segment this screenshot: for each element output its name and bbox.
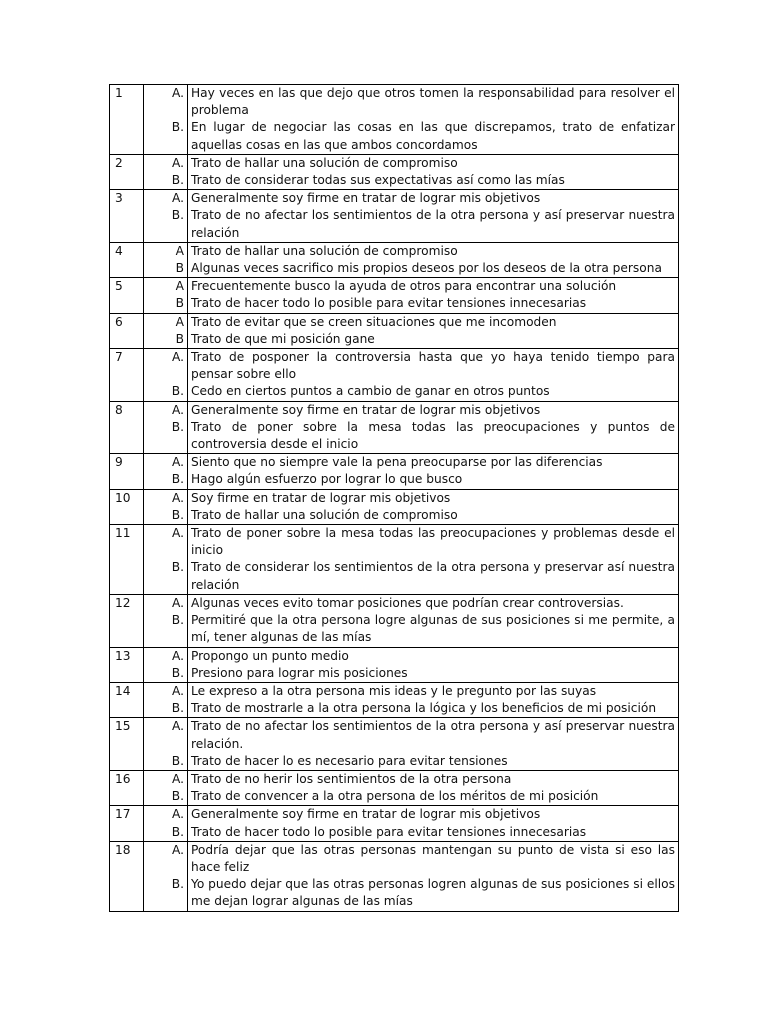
option-texts — [188, 647, 679, 682]
option-text: Le expreso a la otra persona mis ideas y le pregunto por las suyas — [191, 683, 597, 698]
option-text: Siento que no siempre vale la pena preocuparse por las diferencias — [191, 455, 603, 470]
option-text: Propongo un punto medio — [191, 648, 349, 663]
option-letter: B. — [171, 876, 184, 891]
question-number: 14 — [110, 682, 144, 717]
question-row — [110, 525, 679, 595]
option-text: Trato de hacer lo es necesario para evitar tensiones — [191, 753, 508, 768]
question-number: 9 — [110, 454, 144, 489]
option-letters — [144, 154, 188, 189]
option-letters — [144, 85, 188, 155]
option-letters — [144, 278, 188, 313]
option-letter: A. — [172, 595, 184, 610]
option-letter: B — [175, 261, 184, 276]
option-text: Trato de hacer todo lo posible para evitar tensiones innecesarias — [191, 296, 587, 311]
option-letter: A — [175, 243, 184, 258]
option-text: Trato de evitar que se creen situaciones que me incomoden — [191, 314, 557, 329]
option-texts — [188, 718, 679, 771]
option-text: Trato de considerar los sentimientos de la otra persona y preservar así nuestra relación — [191, 560, 675, 592]
question-row — [110, 682, 679, 717]
option-letter: A. — [172, 455, 184, 470]
option-text: Algunas veces evito tomar posiciones que podrían crear controversias. — [191, 595, 624, 610]
option-text: Trato de poner sobre la mesa todas las preocupaciones y puntos de controversia desde el inicio — [191, 419, 675, 452]
question-number: 6 — [110, 313, 144, 348]
question-number: 1 — [110, 85, 144, 155]
option-letters — [144, 454, 188, 489]
question-row — [110, 718, 679, 771]
question-number: 18 — [110, 841, 144, 911]
option-texts — [188, 454, 679, 489]
option-text: Trato de hallar una solución de compromiso — [191, 155, 458, 170]
option-letter: A. — [172, 86, 184, 100]
option-text: Generalmente soy firme en tratar de lograr mis objetivos — [191, 191, 541, 206]
option-text: En lugar de negociar las cosas en las que discrepamos, trato de enfatizar aquellas cosas en las que ambos concordamos — [191, 120, 675, 152]
option-letter: B. — [171, 472, 184, 487]
question-row — [110, 190, 679, 243]
option-letter: B — [175, 296, 184, 311]
option-letter: A. — [172, 191, 184, 206]
question-row — [110, 489, 679, 524]
question-row — [110, 154, 679, 189]
option-letter: B. — [171, 560, 184, 575]
question-row — [110, 242, 679, 277]
option-letter: A. — [172, 683, 184, 698]
option-text: Generalmente soy firme en tratar de lograr mis objetivos — [191, 807, 541, 822]
question-number: 5 — [110, 278, 144, 313]
option-letter: B. — [171, 701, 184, 716]
option-letters — [144, 718, 188, 771]
option-letter: A. — [172, 842, 184, 857]
option-letter: B. — [171, 665, 184, 680]
option-letters — [144, 525, 188, 595]
option-text: Hay veces en las que dejo que otros tomen la responsabilidad para resolver el problema — [191, 86, 675, 118]
question-number: 7 — [110, 349, 144, 402]
option-texts — [188, 682, 679, 717]
option-letters — [144, 401, 188, 454]
option-text: Trato de posponer la controversia hasta que yo haya tenido tiempo para pensar sobre ello — [191, 350, 675, 382]
option-letter: A — [175, 279, 184, 294]
question-number: 2 — [110, 154, 144, 189]
option-letter: A. — [172, 155, 184, 170]
option-letters — [144, 313, 188, 348]
question-row — [110, 770, 679, 805]
option-text: Hago algún esfuerzo por lograr lo que busco — [191, 472, 463, 487]
option-text: Cedo en ciertos puntos a cambio de ganar en otros puntos — [191, 384, 550, 399]
option-texts — [188, 154, 679, 189]
option-text: Algunas veces sacrifico mis propios deseos por los deseos de la otra persona — [191, 261, 662, 276]
option-letters — [144, 770, 188, 805]
question-number: 12 — [110, 594, 144, 647]
option-letter: A. — [172, 648, 184, 663]
option-letter: A. — [172, 490, 184, 505]
option-letters — [144, 682, 188, 717]
option-text: Trato de hallar una solución de compromiso — [191, 243, 458, 258]
question-number: 15 — [110, 718, 144, 771]
option-text: Generalmente soy firme en tratar de lograr mis objetivos — [191, 402, 541, 417]
option-letter: B. — [171, 824, 184, 839]
option-texts — [188, 401, 679, 454]
option-text: Trato de que mi posición gane — [191, 331, 375, 346]
option-letter: A. — [172, 350, 184, 365]
option-letter: B. — [171, 613, 184, 628]
option-texts — [188, 313, 679, 348]
question-number: 10 — [110, 489, 144, 524]
question-row — [110, 806, 679, 841]
option-text: Trato de no afectar los sentimientos de la otra persona y así preservar nuestra relación. — [191, 719, 675, 751]
question-number: 16 — [110, 770, 144, 805]
option-text: Trato de poner sobre la mesa todas las preocupaciones y problemas desde el inicio — [191, 526, 675, 558]
option-text: Trato de no herir los sentimientos de la otra persona — [191, 771, 512, 786]
option-letter: B. — [171, 789, 184, 804]
option-texts — [188, 594, 679, 647]
question-number: 17 — [110, 806, 144, 841]
option-text: Trato de hallar una solución de compromiso — [191, 507, 458, 522]
option-letter: B. — [171, 208, 184, 223]
option-letter: A. — [172, 771, 184, 786]
option-letters — [144, 349, 188, 402]
option-letters — [144, 594, 188, 647]
option-texts — [188, 525, 679, 595]
option-text: Trato de mostrarle a la otra persona la lógica y los beneficios de mi posición — [191, 701, 657, 716]
option-letter: B. — [171, 120, 184, 135]
question-row — [110, 594, 679, 647]
option-letters — [144, 489, 188, 524]
question-row — [110, 454, 679, 489]
option-text: Permitiré que la otra persona logre algunas de sus posiciones si me permite, a mí, tener algunas de las mías — [191, 613, 675, 645]
option-letters — [144, 806, 188, 841]
option-letters — [144, 841, 188, 911]
option-text: Trato de convencer a la otra persona de los méritos de mi posición — [191, 789, 599, 804]
option-text: Podría dejar que las otras personas mantengan su punto de vista si eso las hace feliz — [191, 842, 675, 874]
option-letter: B. — [171, 173, 184, 188]
option-texts — [188, 242, 679, 277]
question-row — [110, 841, 679, 911]
option-text: Yo puedo dejar que las otras personas logren algunas de sus posiciones si ellos me dejan lograr algunas de las mías — [191, 877, 675, 909]
option-letter: B. — [171, 384, 184, 399]
option-letter: A — [175, 314, 184, 329]
option-texts — [188, 489, 679, 524]
option-letters — [144, 242, 188, 277]
option-text: Frecuentemente busco la ayuda de otros para encontrar una solución — [191, 279, 617, 294]
question-row — [110, 278, 679, 313]
question-row — [110, 647, 679, 682]
question-row — [110, 85, 679, 155]
question-number: 3 — [110, 190, 144, 243]
option-text: Presiono para lograr mis posiciones — [191, 665, 408, 680]
option-texts — [188, 806, 679, 841]
option-text: Soy firme en tratar de lograr mis objetivos — [191, 490, 451, 505]
question-number: 8 — [110, 401, 144, 454]
question-number: 4 — [110, 242, 144, 277]
questionnaire-table — [109, 84, 679, 912]
option-texts — [188, 85, 679, 155]
option-texts — [188, 770, 679, 805]
option-letter: A. — [172, 719, 184, 734]
question-row — [110, 401, 679, 454]
option-letter: B. — [171, 507, 184, 522]
option-letter: B — [175, 331, 184, 346]
option-text: Trato de no afectar los sentimientos de la otra persona y así preservar nuestra relación — [191, 208, 675, 240]
question-row — [110, 349, 679, 402]
questionnaire-body — [110, 85, 679, 912]
question-row — [110, 313, 679, 348]
option-texts — [188, 278, 679, 313]
option-letter: A. — [172, 807, 184, 822]
option-texts — [188, 190, 679, 243]
option-letter: B. — [171, 753, 184, 768]
option-texts — [188, 841, 679, 911]
question-number: 11 — [110, 525, 144, 595]
option-text: Trato de considerar todas sus expectativas así como las mías — [191, 173, 565, 188]
question-number: 13 — [110, 647, 144, 682]
option-texts — [188, 349, 679, 402]
option-letter: B. — [171, 419, 184, 434]
option-text: Trato de hacer todo lo posible para evitar tensiones innecesarias — [191, 824, 587, 839]
option-letters — [144, 647, 188, 682]
option-letter: A. — [172, 526, 184, 541]
option-letter: A. — [172, 402, 184, 417]
option-letters — [144, 190, 188, 243]
